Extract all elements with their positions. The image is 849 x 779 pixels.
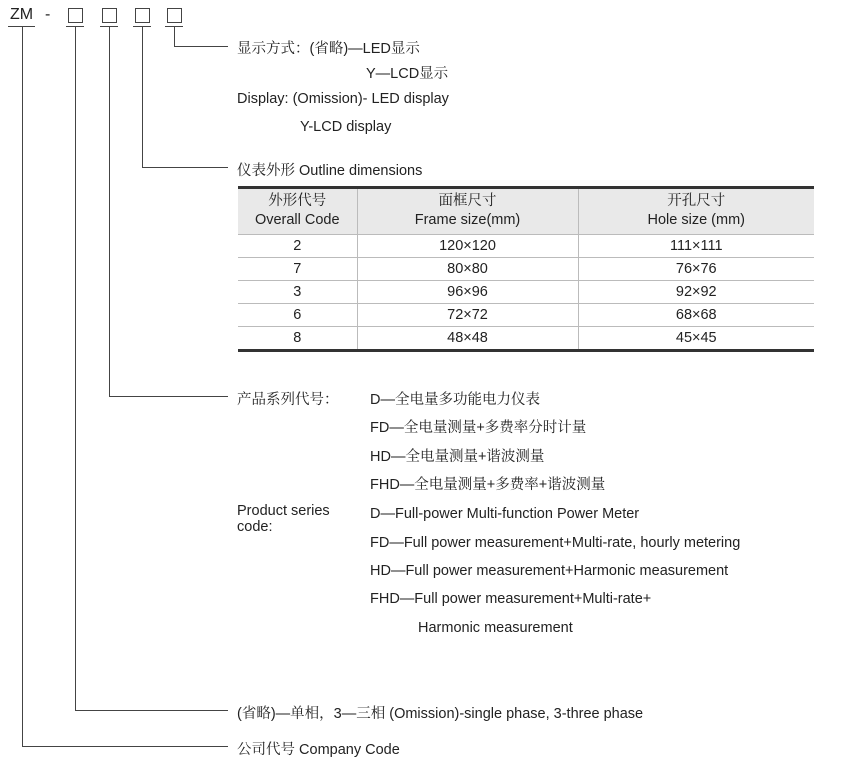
series-label-en: Product series	[237, 503, 330, 519]
connector-series-horizontal	[109, 396, 228, 397]
series-item-cn: HD—全电量测量+谐波测量	[370, 449, 545, 465]
connector-phase-vertical	[75, 27, 76, 711]
table-header-row	[238, 188, 814, 235]
placeholder-box-series	[102, 8, 117, 23]
header-en: Hole size (mm)	[647, 212, 745, 228]
table-row	[238, 281, 814, 304]
placeholder-box-phase	[68, 8, 83, 23]
connector-series-vertical	[109, 27, 110, 397]
placeholder-box-outline	[135, 8, 150, 23]
table-row	[238, 327, 814, 351]
header-cn: 开孔尺寸	[667, 193, 726, 209]
header-hole-size	[578, 188, 814, 235]
display-label-en: Display: (Omission)- LED display	[237, 91, 449, 107]
cell-frame: 72×72	[357, 304, 578, 327]
cell-frame: 48×48	[357, 327, 578, 351]
header-overall-code	[238, 188, 357, 235]
header-frame-size	[357, 188, 578, 235]
phase-label: (省略)—单相，3—三相 (Omission)-single phase, 3-three phase	[237, 706, 644, 722]
table-row	[238, 235, 814, 258]
header-cn: 面框尺寸	[438, 193, 497, 209]
cell-hole: 76×76	[578, 258, 814, 281]
outline-dimensions-table	[238, 186, 814, 352]
cell-code: 7	[238, 258, 357, 281]
cell-hole: 92×92	[578, 281, 814, 304]
model-separator: -	[45, 6, 51, 23]
series-item-en: HD—Full power measurement+Harmonic measurement	[370, 563, 729, 579]
series-label-cn: 产品系列代号：	[237, 392, 339, 408]
display-option-lcd-cn: Y—LCD显示	[366, 66, 449, 82]
cell-frame: 96×96	[357, 281, 578, 304]
series-label-en: code:	[237, 519, 273, 535]
cell-code: 3	[238, 281, 357, 304]
table-row	[238, 258, 814, 281]
connector-display-vertical	[174, 27, 175, 47]
cell-code: 2	[238, 235, 357, 258]
connector-outline-horizontal	[142, 167, 228, 168]
cell-hole: 111×111	[578, 235, 814, 258]
table-row	[238, 304, 814, 327]
series-item-en: FD—Full power measurement+Multi-rate, hourly metering	[370, 535, 741, 551]
model-prefix: ZM	[10, 6, 34, 23]
series-item-cn: FHD—全电量测量+多费率+谐波测量	[370, 477, 606, 493]
placeholder-box-display	[167, 8, 182, 23]
series-item-en: D—Full-power Multi-function Power Meter	[370, 506, 640, 522]
cell-frame: 80×80	[357, 258, 578, 281]
connector-outline-vertical	[142, 27, 143, 168]
display-option-lcd-en: Y-LCD display	[300, 119, 392, 135]
header-en: Overall Code	[254, 212, 340, 228]
connector-display-horizontal	[174, 46, 228, 47]
connector-phase-horizontal	[75, 710, 228, 711]
header-cn: 外形代号	[268, 193, 327, 209]
display-label-cn: 显示方式：(省略)—LED显示	[237, 41, 420, 57]
cell-hole: 45×45	[675, 330, 717, 346]
connector-company-vertical	[22, 27, 23, 747]
cell-code: 8	[238, 327, 357, 351]
series-item-en: Harmonic measurement	[418, 620, 573, 636]
series-item-cn: D—全电量多功能电力仪表	[370, 392, 540, 408]
outline-label: 仪表外形 Outline dimensions	[237, 163, 423, 179]
cell-code: 6	[238, 304, 357, 327]
connector-company-horizontal	[22, 746, 228, 747]
company-label: 公司代号 Company Code	[237, 742, 400, 758]
header-en: Frame size(mm)	[414, 212, 521, 228]
cell-hole: 68×68	[578, 304, 814, 327]
series-item-en: FHD—Full power measurement+Multi-rate+	[370, 591, 652, 607]
series-item-cn: FD—全电量测量+多费率分时计量	[370, 420, 587, 436]
cell-frame: 120×120	[357, 235, 578, 258]
